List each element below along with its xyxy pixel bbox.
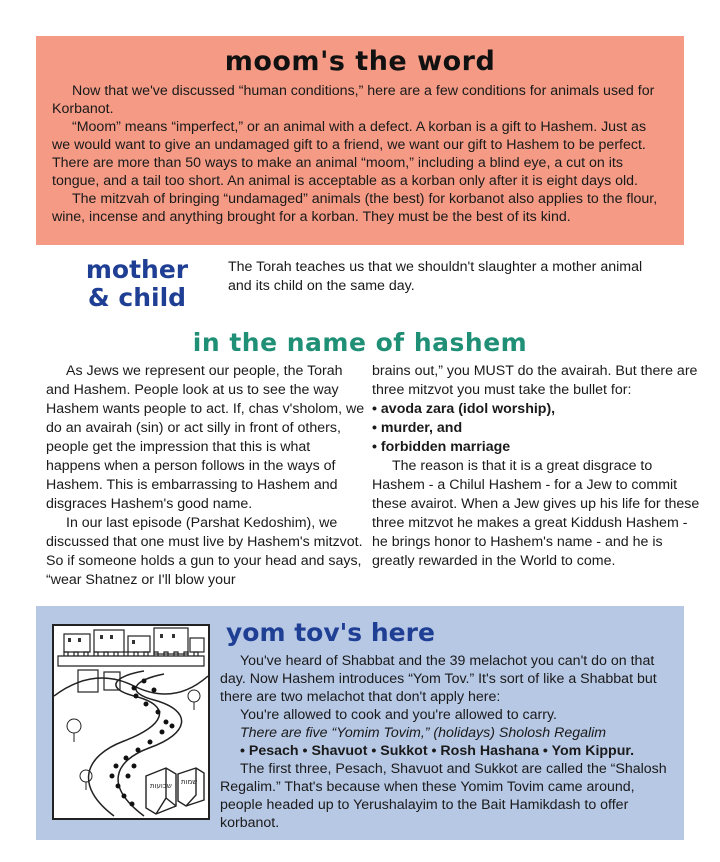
mother-child-text: The Torah teaches us that we shouldn't slaughter a mother animal and its child on the same day.	[228, 259, 643, 294]
forbidden-list	[372, 400, 702, 457]
moom-title: moom's the word	[224, 46, 496, 77]
tablet-right-text: שמות	[181, 778, 198, 786]
yom-tov-section	[36, 606, 684, 840]
name-of-hashem-title: in the name of hashem	[192, 328, 528, 357]
name-of-hashem-intro: brains out,” you MUST do the avairah. But there are three mitzvot you must take the bullet for:	[372, 363, 698, 398]
moom-section	[36, 36, 684, 245]
yom-tov-paragraph: You're allowed to cook and you're allowed to carry.	[240, 707, 557, 723]
tablet-left-text: שבועות	[150, 782, 172, 790]
mother-child-title	[72, 256, 202, 312]
yom-tov-holidays: • Pesach • Shavuot • Sukkot • Rosh Hashana • Yom Kippur.	[240, 743, 635, 759]
moom-paragraph: “Moom” means “imperfect,” or an animal with a defect. A korban is a gift to Hashem. Just as we would want to give an undamaged gift to a friend, we want our gift to Hashem to be perfect. There are more than 50 ways to make an animal “moom,” including a blind eye, a cut on its tongue, and a tail too short. An animal is acceptable as a korban only after it is eight days old.	[52, 119, 647, 189]
name-of-hashem-paragraph: The reason is that it is a great disgrace to Hashem - a Chilul Hashem - for a Jew to commit these avairot. When a Jew gives up his life for these three mitzvot he makes a great Kiddush Hashem - he brings honor to Hashem's name - and he is greatly rewarded in the World to come.	[372, 458, 700, 569]
mother-child-title-line2: & child	[87, 283, 187, 312]
list-item: • forbidden marriage	[372, 439, 511, 455]
moom-paragraph: Now that we've discussed “human conditions,” here are a few conditions for animals used for Korbanot.	[52, 83, 655, 117]
list-item: • murder, and	[372, 420, 463, 436]
yom-tov-title: yom tov's here	[226, 618, 435, 647]
moom-paragraph: The mitzvah of bringing “undamaged” animals (the best) for korbanot also applies to the flour, wine, incense and anything brought for a korban. They must be the best of its kind.	[52, 191, 658, 225]
yom-tov-text	[220, 652, 670, 832]
mother-child-title-line1: mother	[85, 255, 189, 284]
jerusalem-illustration	[52, 624, 210, 820]
name-of-hashem-paragraph: As Jews we represent our people, the Torah and Hashem. People look at us to see the way Hashem wants people to act. If, chas v'sholom, we do an avairah (sin) or act silly in front of others, people get the impression that this is what happens when a person follows in the ways of Hashem. This is embarrassing to Hashem and disgraces Hashem's good name.	[46, 363, 365, 512]
name-of-hashem-right-column	[372, 362, 702, 571]
name-of-hashem-left-column	[46, 362, 366, 590]
yom-tov-paragraph: The first three, Pesach, Shavuot and Sukkot are called the “Shalosh Regalim.” That's because when these Yomim Tovim came around, people headed up to Yerushalayim to the Bait Hamikdash to offer korbanot.	[220, 761, 667, 831]
yom-tov-paragraph: There are five “Yomim Tovim,” (holidays) Sholosh Regalim	[240, 725, 607, 741]
yom-tov-paragraph: You've heard of Shabbat and the 39 melachot you can't do on that day. Now Hashem introduces “Yom Tov.” It's sort of like a Shabbat but there are two melachot that don't apply here:	[220, 653, 657, 705]
pilgrimage-drawing	[54, 626, 208, 818]
list-item: • avoda zara (idol worship),	[372, 401, 556, 417]
name-of-hashem-paragraph: In our last episode (Parshat Kedoshim), we discussed that one must live by Hashem's mitzvot. So if someone holds a gun to your head and says, “wear Shatnez or I'll blow your	[46, 515, 363, 588]
